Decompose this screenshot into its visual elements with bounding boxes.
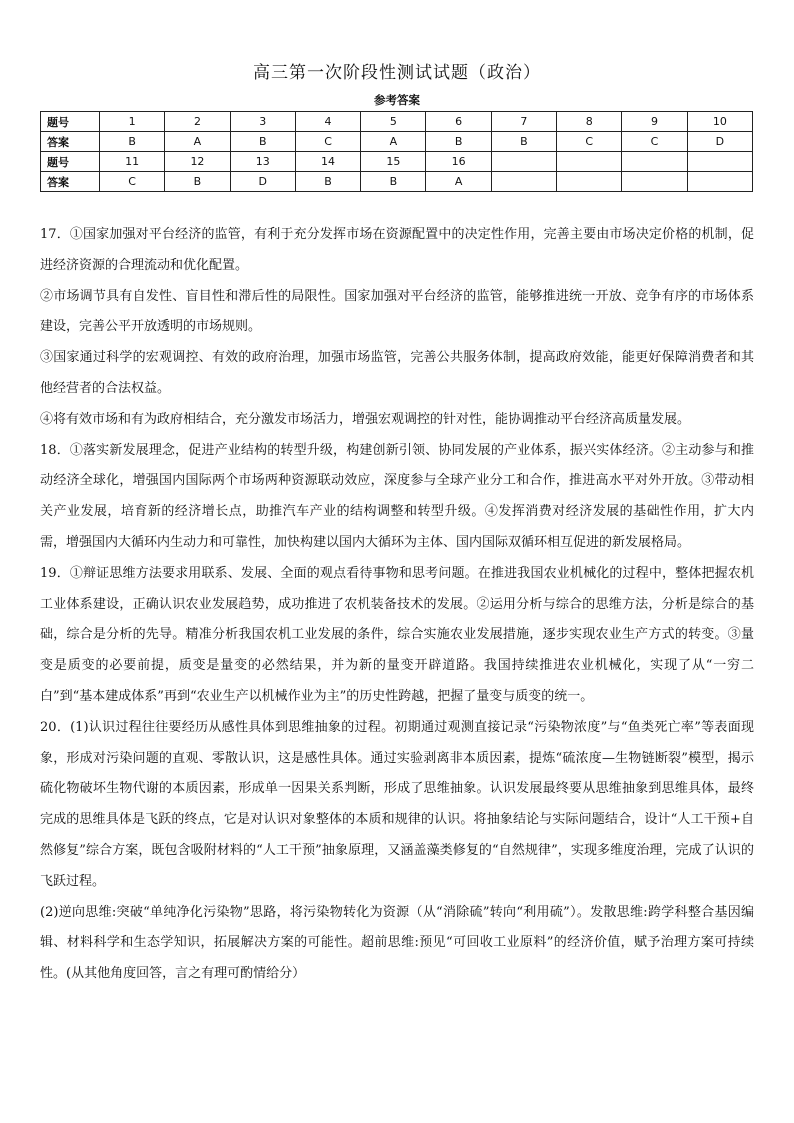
- table-cell: B: [295, 172, 360, 192]
- table-cell: B: [426, 132, 491, 152]
- table-cell: C: [295, 132, 360, 152]
- table-cell: 7: [491, 112, 556, 132]
- page-title: 高三第一次阶段性测试试题（政治）: [253, 63, 541, 83]
- paragraph-q17-point4: ④将有效市场和有为政府相结合，充分激发市场活力，增强宏观调控的针对性，能协调推动平台经济高质量发展。: [40, 411, 691, 427]
- table-cell: 13: [230, 152, 295, 172]
- table-cell: 4: [295, 112, 360, 132]
- table-cell: [622, 172, 687, 192]
- table-row: [41, 152, 753, 172]
- table-cell: 15: [361, 152, 426, 172]
- table-cell: 14: [295, 152, 360, 172]
- answer-table: [40, 111, 753, 192]
- table-cell: [491, 172, 556, 192]
- paragraph-q18: 18．①落实新发展理念，促进产业结构的转型升级，构建创新引领、协同发展的产业体系，振兴实体经济。②主动参与和推动经济全球化，增强国内国际两个市场两种资源联动效应，深度参与全球产业分工和合作，推进高水平对外开放。③带动相关产业发展，培育新的经济增长点，助推汽车产业的结构调整和转型升级。④发挥消费对经济发展的基础性作用，扩大内需，增强国内大循环内生动力和可靠性，加快构建以国内大循环为主体、国内国际双循环相互促进的新发展格局。: [40, 442, 754, 550]
- answer-key-heading: 参考答案: [374, 93, 420, 107]
- table-cell: 10: [687, 112, 752, 132]
- table-cell: C: [100, 172, 165, 192]
- table-cell: C: [557, 132, 622, 152]
- table-cell: [687, 152, 752, 172]
- table-row: [41, 132, 753, 152]
- table-cell: A: [426, 172, 491, 192]
- table-cell: B: [491, 132, 556, 152]
- paragraph-q20-part2: (2)逆向思维:突破“单纯净化污染物”思路，将污染物转化为资源（从“消除硫”转向“利用硫”）。发散思维:跨学科整合基因编辑、材料科学和生态学知识，拓展解决方案的可能性。超前思维:预见“可回收工业原料”的经济价值，赋予治理方案可持续性。(从其他角度回答，言之有理可酌情给分）: [40, 904, 754, 982]
- row-label: 题号: [41, 112, 100, 132]
- table-cell: B: [230, 132, 295, 152]
- table-cell: 6: [426, 112, 491, 132]
- table-cell: 8: [557, 112, 622, 132]
- table-cell: A: [165, 132, 230, 152]
- table-cell: 3: [230, 112, 295, 132]
- paragraph-q17-point1: 17．①国家加强对平台经济的监管，有利于充分发挥市场在资源配置中的决定性作用，完善主要由市场决定价格的机制，促进经济资源的合理流动和优化配置。: [40, 227, 754, 273]
- table-cell: 1: [100, 112, 165, 132]
- table-cell: B: [165, 172, 230, 192]
- paragraph-q17-point2: ②市场调节具有自发性、盲目性和滞后性的局限性。国家加强对平台经济的监管，能够推进统一开放、竞争有序的市场体系建设，完善公平开放透明的市场规则。: [40, 288, 754, 335]
- row-label: 题号: [41, 152, 100, 172]
- table-cell: 9: [622, 112, 687, 132]
- table-cell: C: [622, 132, 687, 152]
- answer-explanations: [40, 220, 754, 990]
- table-cell: 2: [165, 112, 230, 132]
- table-cell: 16: [426, 152, 491, 172]
- table-cell: [491, 152, 556, 172]
- paragraph-q19: 19．①辩证思维方法要求用联系、发展、全面的观点看待事物和思考问题。在推进我国农业机械化的过程中，整体把握农机工业体系建设，正确认识农业发展趋势，成功推进了农机装备技术的发展。②运用分析与综合的思维方法，分析是综合的基础，综合是分析的先导。精准分析我国农机工业发展的条件，综合实施农业发展措施，逐步实现农业生产方式的转变。③量变是质变的必要前提，质变是量变的必然结果，并为新的量变开辟道路。我国持续推进农业机械化，实现了从“一穷二白”到“基本建成体系”再到“农业生产以机械作业为主”的历史性跨越，把握了量变与质变的统一。: [40, 565, 754, 704]
- table-cell: B: [361, 172, 426, 192]
- table-cell: 5: [361, 112, 426, 132]
- row-label: 答案: [41, 132, 100, 152]
- table-cell: [557, 152, 622, 172]
- row-label: 答案: [41, 172, 100, 192]
- paragraph-q17-point3: ③国家通过科学的宏观调控、有效的政府治理，加强市场监管，完善公共服务体制，提高政府效能，能更好保障消费者和其他经营者的合法权益。: [40, 350, 754, 396]
- table-cell: D: [230, 172, 295, 192]
- paragraph-q20-part1: 20．(1)认识过程往往要经历从感性具体到思维抽象的过程。初期通过观测直接记录“污染物浓度”与“鱼类死亡率”等表面现象，形成对污染问题的直观、零散认识，这是感性具体。通过实验剥离非本质因素，提炼“硫浓度—生物链断裂”模型，揭示硫化物破坏生物代谢的本质因素，形成单一因果关系判断，形成了思维抽象。认识发展最终要从思维抽象到思维具体，最终完成的思维具体是飞跃的终点，它是对认识对象整体的本质和规律的认识。将抽象结论与实际问题结合，设计“人工干预+自然修复”综合方案，既包含吸附材料的“人工干预”抽象原理，又涵盖藻类修复的“自然规律”，实现多维度治理，完成了认识的飞跃过程。: [40, 719, 754, 889]
- table-cell: 12: [165, 152, 230, 172]
- table-row: [41, 172, 753, 192]
- table-cell: [687, 172, 752, 192]
- table-cell: A: [361, 132, 426, 152]
- table-cell: [557, 172, 622, 192]
- table-cell: 11: [100, 152, 165, 172]
- table-cell: D: [687, 132, 752, 152]
- table-cell: B: [100, 132, 165, 152]
- table-cell: [622, 152, 687, 172]
- table-row: [41, 112, 753, 132]
